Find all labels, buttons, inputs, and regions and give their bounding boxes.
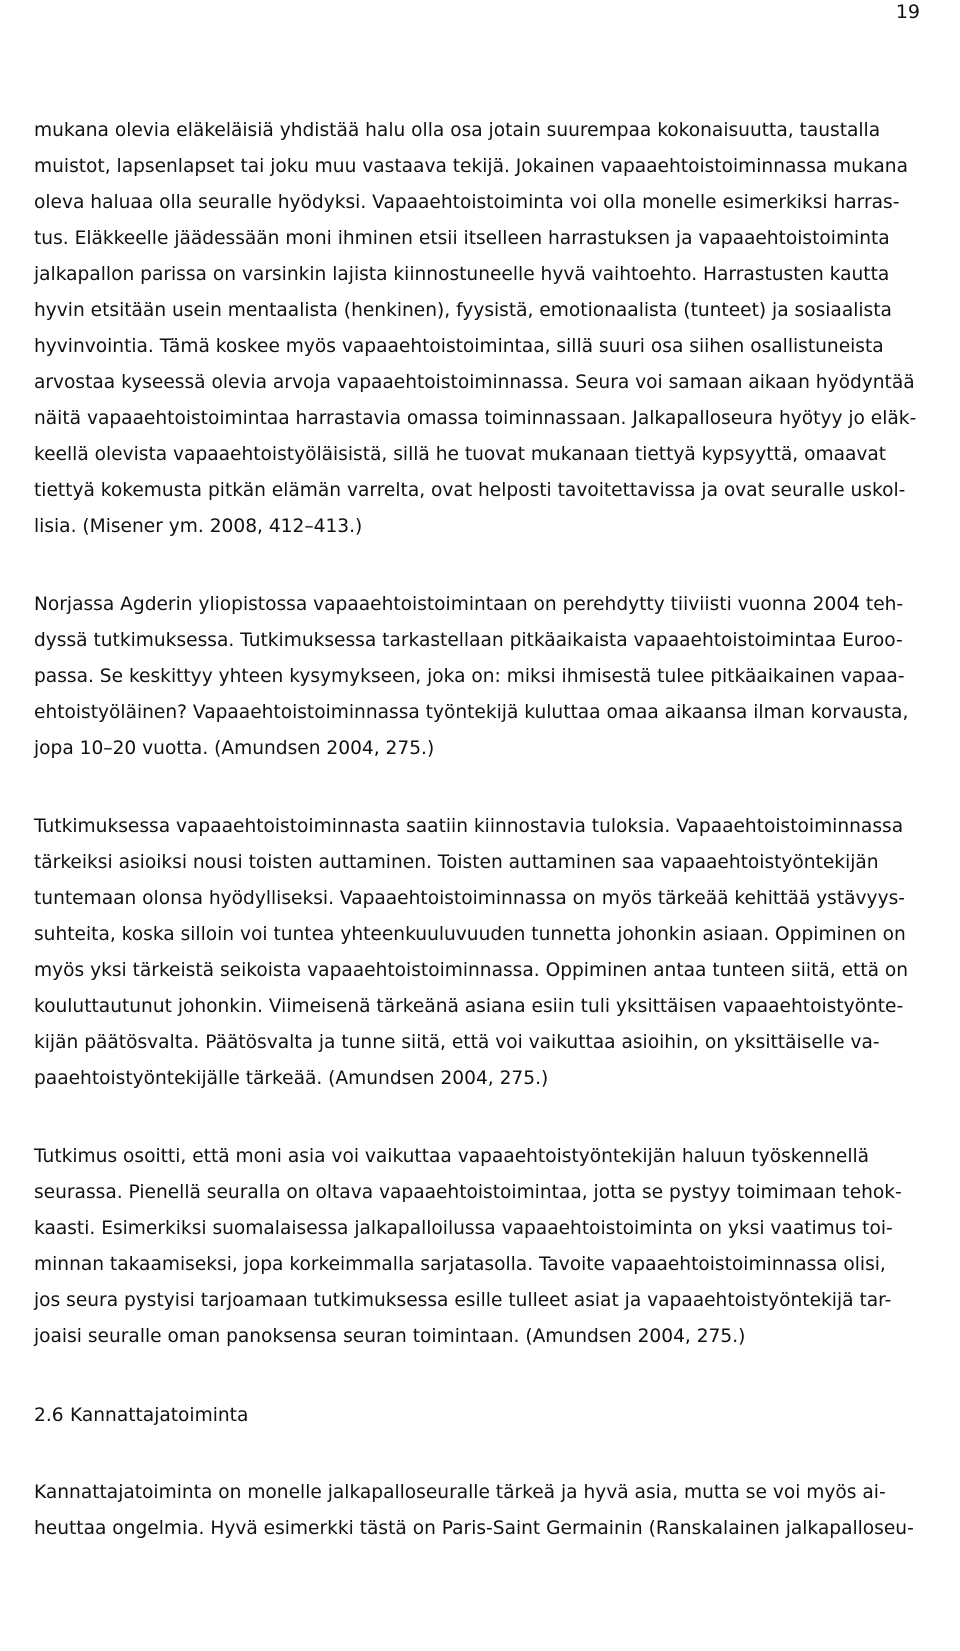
- text-line: dyssä tutkimuksessa. Tutkimuksessa tarkastellaan pitkäaikaista vapaaehtoistoimintaa Euroo-: [34, 630, 903, 651]
- text-line: jalkapallon parissa on varsinkin lajista kiinnostuneelle hyvä vaihtoehto. Harrastusten kautta: [34, 264, 890, 285]
- text-line: kouluttautunut johonkin. Viimeisenä tärkeänä asiana esiin tuli yksittäisen vapaaehtoistyönte-: [34, 996, 904, 1017]
- text-line: Norjassa Agderin yliopistossa vapaaehtoistoimintaan on perehdytty tiiviisti vuonna 2004 teh-: [34, 594, 904, 615]
- text-line: heuttaa ongelmia. Hyvä esimerkki tästä on Paris-Saint Germainin (Ranskalainen jalkapalloseu-: [34, 1518, 914, 1539]
- text-line: kaasti. Esimerkiksi suomalaisessa jalkapalloilussa vapaaehtoistoiminta on yksi vaatimus toi-: [34, 1218, 893, 1239]
- text-line: Tutkimus osoitti, että moni asia voi vaikuttaa vapaaehtoistyöntekijän haluun työskennellä: [34, 1146, 870, 1167]
- text-line: kijän päätösvalta. Päätösvalta ja tunne siitä, että voi vaikuttaa asioihin, on yksittäiselle va-: [34, 1032, 880, 1053]
- text-line: jos seura pystyisi tarjoamaan tutkimuksessa esille tulleet asiat ja vapaaehtoistyöntekijä tar-: [34, 1290, 892, 1311]
- text-line: arvostaa kyseessä olevia arvoja vapaaehtoistoiminnassa. Seura voi samaan aikaan hyödyntää: [34, 372, 915, 393]
- text-line: joaisi seuralle oman panoksensa seuran toimintaan. (Amundsen 2004, 275.): [34, 1326, 746, 1347]
- text-line: seurassa. Pienellä seuralla on oltava vapaaehtoistoimintaa, jotta se pystyy toimimaan tehok-: [34, 1182, 902, 1203]
- text-line: muistot, lapsenlapset tai joku muu vastaava tekijä. Jokainen vapaaehtoistoiminnassa mukana: [34, 156, 908, 177]
- section-title: Kannattajatoiminta: [70, 1405, 249, 1426]
- text-line: tiettyä kokemusta pitkän elämän varrelta, ovat helposti tavoitettavissa ja ovat seuralle uskol-: [34, 480, 906, 501]
- text-line: lisia. (Misener ym. 2008, 412–413.): [34, 516, 363, 537]
- text-line: hyvinvointia. Tämä koskee myös vapaaehtoistoimintaa, sillä suuri osa siihen osallistuneista: [34, 336, 884, 357]
- text-line: tus. Eläkkeelle jäädessään moni ihminen etsii itselleen harrastuksen ja vapaaehtoistoiminta: [34, 228, 890, 249]
- page-number: 19: [895, 1, 920, 23]
- text-line: näitä vapaaehtoistoimintaa harrastavia omassa toiminnassaan. Jalkapalloseura hyötyy jo eläk-: [34, 408, 917, 429]
- text-line: jopa 10–20 vuotta. (Amundsen 2004, 275.): [34, 738, 435, 759]
- section-number: 2.6: [34, 1405, 64, 1426]
- text-line: tärkeiksi asioiksi nousi toisten auttaminen. Toisten auttaminen saa vapaaehtoistyöntekijän: [34, 852, 879, 873]
- text-line: paaehtoistyöntekijälle tärkeää. (Amundsen 2004, 275.): [34, 1068, 549, 1089]
- text-line: Kannattajatoiminta on monelle jalkapalloseuralle tärkeä ja hyvä asia, mutta se voi myös ai-: [34, 1482, 886, 1503]
- text-line: minnan takaamiseksi, jopa korkeimmalla sarjatasolla. Tavoite vapaaehtoistoiminnassa olisi,: [34, 1254, 886, 1275]
- text-line: hyvin etsitään usein mentaalista (henkinen), fyysistä, emotionaalista (tunteet) ja sosiaalista: [34, 300, 892, 321]
- text-line: tuntemaan olonsa hyödylliseksi. Vapaaehtoistoiminnassa on myös tärkeää kehittää ystävyys-: [34, 888, 905, 909]
- text-line: keellä olevista vapaaehtoistyöläisistä, sillä he tuovat mukanaan tiettyä kypsyyttä, omaavat: [34, 444, 887, 465]
- text-line: mukana olevia eläkeläisiä yhdistää halu olla osa jotain suurempaa kokonaisuutta, taustalla: [34, 120, 881, 141]
- text-line: ehtoistyöläinen? Vapaaehtoistoiminnassa työntekijä kuluttaa omaa aikaansa ilman korvausta,: [34, 702, 909, 723]
- text-line: suhteita, koska silloin voi tuntea yhteenkuuluvuuden tunnetta johonkin asiaan. Oppiminen on: [34, 924, 906, 945]
- text-line: passa. Se keskittyy yhteen kysymykseen, joka on: miksi ihmisestä tulee pitkäaikainen vapaa-: [34, 666, 905, 687]
- text-line: Tutkimuksessa vapaaehtoistoiminnasta saatiin kiinnostavia tuloksia. Vapaaehtoistoiminnassa: [34, 816, 904, 837]
- text-line: myös yksi tärkeistä seikoista vapaaehtoistoiminnassa. Oppiminen antaa tunteen siitä, että on: [34, 960, 909, 981]
- text-line: oleva haluaa olla seuralle hyödyksi. Vapaaehtoistoiminta voi olla monelle esimerkiksi harras-: [34, 192, 900, 213]
